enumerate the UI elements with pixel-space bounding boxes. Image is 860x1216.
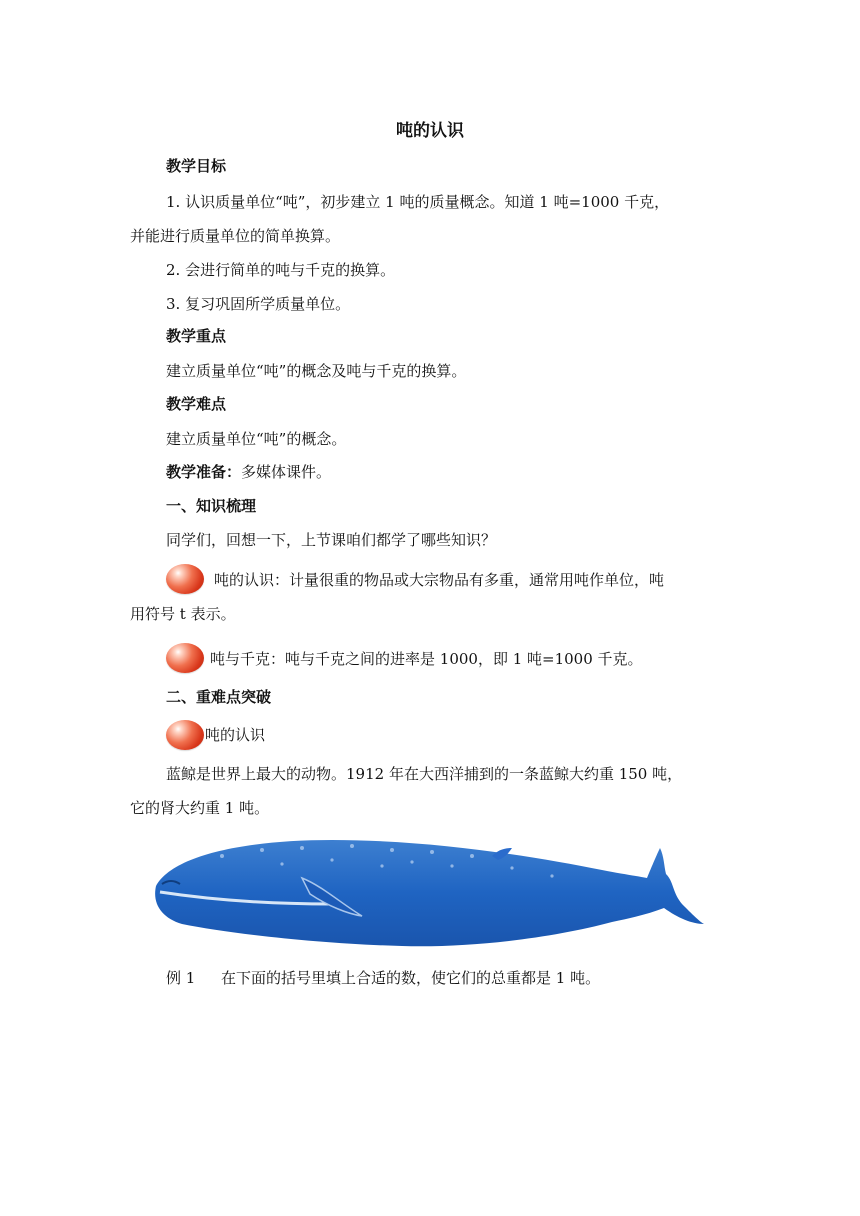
section1-bullet2: 吨与千克：吨与千克之间的进率是 1000，即 1 吨=1000 千克。 xyxy=(210,650,643,668)
section2-paragraph-line2: 它的肾大约重 1 吨。 xyxy=(130,799,270,817)
red-ball-bullet-icon xyxy=(166,720,204,750)
blue-whale-image xyxy=(152,826,708,956)
objective-2: 2. 会进行简单的吨与千克的换算。 xyxy=(166,261,396,279)
key-points-text: 建立质量单位“吨”的概念及吨与千克的换算。 xyxy=(166,362,467,380)
objective-1-line-1: 1. 认识质量单位“吨”，初步建立 1 吨的质量概念。知道 1 吨=1000 千克， xyxy=(166,193,670,211)
objective-1-line-2: 并能进行质量单位的简单换算。 xyxy=(130,227,341,245)
preparation-label: 教学准备： xyxy=(166,463,242,481)
difficulties-heading: 教学难点 xyxy=(166,395,227,413)
page-title: 吨的认识 xyxy=(396,121,464,141)
difficulties-text: 建立质量单位“吨”的概念。 xyxy=(166,430,347,448)
section1-bullet1-line2: 用符号 t 表示。 xyxy=(130,605,236,623)
section2-paragraph-line1: 蓝鲸是世界上最大的动物。1912 年在大西洋捕到的一条蓝鲸大约重 150 吨， xyxy=(166,765,683,783)
section2-bullet: 吨的认识 xyxy=(205,726,266,744)
objective-3: 3. 复习巩固所学质量单位。 xyxy=(166,295,351,313)
example-label: 例 1 xyxy=(166,969,196,987)
section1-intro: 同学们，回想一下，上节课咱们都学了哪些知识？ xyxy=(166,531,497,549)
section1-bullet1-line1: 吨的认识：计量很重的物品或大宗物品有多重，通常用吨作单位，吨 xyxy=(214,571,665,589)
red-ball-bullet-icon xyxy=(166,564,204,594)
section2-heading: 二、重难点突破 xyxy=(166,688,272,706)
preparation-text: 多媒体课件。 xyxy=(241,463,332,481)
key-points-heading: 教学重点 xyxy=(166,327,227,345)
objectives-heading: 教学目标 xyxy=(166,157,227,175)
section1-heading: 一、知识梳理 xyxy=(166,497,257,515)
red-ball-bullet-icon xyxy=(166,643,204,673)
preparation-line xyxy=(166,462,331,482)
example-text: 在下面的括号里填上合适的数，使它们的总重都是 1 吨。 xyxy=(221,969,601,987)
